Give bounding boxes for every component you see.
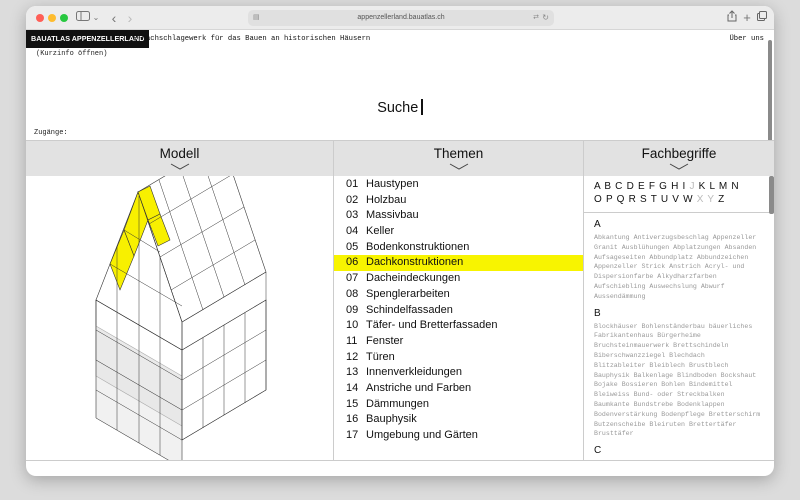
theme-item[interactable]: [334, 255, 583, 271]
glossary-term-line[interactable]: Fabrikantenhaus Bürgerheime: [594, 332, 701, 340]
site-header: [26, 30, 774, 48]
address-bar[interactable]: [248, 10, 554, 26]
theme-item[interactable]: [334, 318, 583, 334]
theme-label: Bodenkonstruktionen: [366, 240, 470, 253]
alphabet-letter[interactable]: L: [709, 181, 716, 192]
theme-item[interactable]: [334, 428, 583, 444]
glossary-term-line[interactable]: Abkantung Antiverzugsbeschlag Appenzeller: [594, 234, 757, 241]
alphabet-letter[interactable]: W: [683, 194, 694, 205]
glossary-list: [584, 219, 774, 456]
alphabet-letter[interactable]: U: [660, 194, 669, 205]
theme-item[interactable]: [334, 240, 583, 256]
about-link[interactable]: Über uns: [729, 35, 764, 43]
theme-label: Dämmungen: [366, 397, 429, 410]
glossary-letter-heading: C: [594, 445, 602, 457]
theme-item[interactable]: [334, 381, 583, 397]
theme-number: 10: [346, 319, 359, 332]
theme-label: Dachkonstruktionen: [366, 256, 464, 269]
glossary-term-line[interactable]: Bauphysik Balkenlage Blindboden Bockshaut: [594, 371, 757, 379]
theme-item[interactable]: [334, 334, 583, 350]
theme-number: 01: [346, 178, 359, 190]
url-text: appenzellerland.bauatlas.ch: [357, 14, 445, 21]
alphabet-letter[interactable]: B: [604, 181, 612, 192]
chevron-down-icon: [170, 163, 190, 170]
alphabet-letter[interactable]: Q: [616, 194, 626, 205]
page-scrollbar[interactable]: [768, 40, 772, 152]
theme-number: 13: [346, 366, 359, 379]
forward-button[interactable]: ›: [127, 10, 133, 26]
glossary-letter-heading: A: [594, 219, 601, 230]
reload-icon[interactable]: ↻: [542, 13, 549, 22]
theme-label: Keller: [366, 225, 395, 238]
theme-label: Massivbau: [366, 209, 419, 222]
theme-item[interactable]: [334, 271, 583, 287]
glossary-term-line[interactable]: Bleiweiss Bund- oder Streckbalken: [594, 391, 725, 399]
theme-item[interactable]: [334, 412, 583, 428]
glossary-term-line[interactable]: Appenzeller Strick Anstrich Acryl- und: [594, 263, 745, 271]
theme-number: 17: [346, 429, 359, 441]
zugaenge-label: Zugänge:: [34, 129, 68, 137]
theme-number: 03: [346, 209, 359, 222]
alphabet-letter[interactable]: F: [648, 181, 656, 192]
glossary-letter-heading: B: [594, 307, 601, 319]
alphabet-letter[interactable]: R: [628, 194, 637, 205]
search-label: Suche: [377, 100, 419, 116]
back-button[interactable]: ‹: [111, 10, 117, 26]
close-window-button[interactable]: [36, 14, 44, 22]
chevron-down-icon[interactable]: ⌄: [92, 13, 100, 22]
glossary-term-line[interactable]: Aufsageseiten Abbundplatz Abbundzeichen: [594, 253, 749, 261]
share-icon[interactable]: [726, 10, 738, 26]
alphabet-letter: X: [696, 194, 705, 205]
alphabet-letter[interactable]: Z: [718, 194, 725, 205]
alphabet-letter[interactable]: S: [640, 194, 648, 205]
translate-icon[interactable]: ⇄: [533, 14, 539, 21]
modell-title: Modell: [159, 146, 200, 161]
sidebar-icon[interactable]: [72, 10, 94, 26]
site-logo[interactable]: BAUATLAS APPENZELLERLAND: [26, 30, 149, 48]
theme-item[interactable]: [334, 397, 583, 413]
glossary-term-line[interactable]: Dispersionfarbe Alkydharzfarben: [594, 273, 717, 281]
alphabet-letter[interactable]: E: [637, 181, 646, 192]
glossary-term-line[interactable]: Baumkante Bundstrebe Bodenklappen: [594, 400, 725, 408]
divider: [26, 460, 774, 461]
theme-number: 02: [346, 193, 359, 206]
theme-number: 11: [346, 334, 358, 347]
alphabet-row: [594, 193, 774, 206]
search-field[interactable]: [26, 99, 774, 116]
alphabet-letter[interactable]: N: [731, 181, 740, 192]
theme-item[interactable]: [334, 350, 583, 366]
theme-item[interactable]: [334, 287, 583, 303]
alphabet-row: [594, 180, 774, 193]
theme-list: [334, 176, 583, 444]
glossary-terms[interactable]: [584, 230, 774, 302]
modell-column: [26, 140, 334, 460]
glossary-term-line[interactable]: Biberschwanzziegel Blechdach: [594, 351, 705, 359]
glossary-term-line[interactable]: Bojake Bossieren Bohlen Bindemittel: [594, 381, 733, 389]
theme-item[interactable]: [334, 193, 583, 209]
glossary-term-line[interactable]: Bodenverstärkung Bodenpflege Bretterschirm: [594, 410, 761, 418]
theme-number: 12: [346, 350, 359, 363]
divider: [584, 212, 774, 213]
theme-label: Bauphysik: [366, 413, 417, 426]
theme-item[interactable]: [334, 177, 583, 193]
fachbegriffe-column: [584, 140, 774, 460]
theme-item[interactable]: [334, 303, 583, 319]
fachbegriffe-header[interactable]: [584, 140, 774, 176]
alphabet-letter[interactable]: T: [650, 194, 658, 205]
zoom-window-button[interactable]: [60, 14, 68, 22]
theme-label: Täfer- und Bretterfassaden: [366, 319, 498, 332]
theme-number: 14: [346, 381, 359, 394]
alphabet-index: [584, 176, 774, 206]
theme-item[interactable]: [334, 224, 583, 240]
theme-label: Dacheindeckungen: [366, 272, 461, 285]
fachbegriffe-title: Fachbegriffe: [641, 146, 717, 161]
fachbegriffe-scrollbar[interactable]: [769, 176, 774, 214]
new-tab-icon[interactable]: +: [743, 10, 751, 25]
theme-label: Haustypen: [366, 178, 419, 190]
glossary-term-line[interactable]: Butzenscheibe Bleiruten Brettertäfer: [594, 420, 737, 428]
theme-number: 15: [346, 397, 359, 410]
theme-number: 07: [346, 272, 359, 285]
theme-number: 09: [346, 303, 359, 316]
glossary-term-line[interactable]: Blitzableiter Bleiblech Brustblech: [594, 361, 729, 369]
browser-toolbar: [26, 6, 774, 30]
minimize-window-button[interactable]: [48, 14, 56, 22]
glossary-terms[interactable]: [584, 319, 774, 440]
glossary-term-line[interactable]: Granit Ausblühungen Abplatzungen Absanden: [594, 243, 757, 251]
alphabet-letter[interactable]: A: [594, 181, 601, 192]
alphabet-letter[interactable]: K: [698, 181, 707, 192]
theme-number: 05: [346, 240, 359, 253]
theme-number: 04: [346, 225, 359, 238]
alphabet-letter[interactable]: V: [672, 194, 680, 205]
alphabet-letter[interactable]: M: [718, 181, 728, 192]
theme-label: Fenster: [366, 334, 404, 347]
themen-header[interactable]: [334, 140, 583, 176]
alphabet-letter[interactable]: I: [682, 181, 686, 192]
alphabet-letter[interactable]: G: [659, 181, 668, 192]
theme-label: Anstriche und Farben: [366, 381, 472, 394]
theme-number: 16: [346, 413, 359, 426]
kurzinfo-link[interactable]: (Kurzinfo öffnen): [36, 50, 108, 58]
glossary-term-line[interactable]: Blockhäuser Bohlenständerbau bäuerliches: [594, 322, 753, 330]
tabs-icon[interactable]: [756, 10, 768, 26]
theme-label: Umgebung und Gärten: [366, 429, 478, 441]
text-cursor: [421, 99, 423, 115]
theme-label: Innenverkleidungen: [366, 366, 463, 379]
alphabet-letter[interactable]: P: [605, 194, 614, 205]
chevron-down-icon: [449, 163, 469, 170]
theme-label: Türen: [366, 350, 395, 363]
modell-header[interactable]: [26, 140, 333, 176]
glossary-term-line[interactable]: Aussendämmung: [594, 292, 646, 300]
themen-column: [334, 140, 584, 460]
alphabet-letter[interactable]: D: [626, 181, 635, 192]
theme-number: 06: [346, 256, 359, 269]
theme-label: Spenglerarbeiten: [366, 287, 450, 300]
house-model[interactable]: [26, 176, 334, 460]
theme-item[interactable]: [334, 208, 583, 224]
glossary-term-line[interactable]: Bruchsteinmauerwerk Brettschindeln: [594, 342, 729, 350]
chevron-down-icon: [669, 163, 689, 170]
alphabet-letter[interactable]: C: [615, 181, 624, 192]
site-tagline: E-Nachschlagewerk für das Bauen an historischen Häusern: [133, 35, 371, 43]
theme-label: Schindelfassaden: [366, 303, 453, 316]
glossary-term-line[interactable]: Aufschiebling Auswechslung Abwurf: [594, 282, 725, 290]
browser-window: [26, 6, 774, 476]
page-icon: ▤: [253, 14, 260, 21]
alphabet-letter: Y: [707, 194, 715, 205]
alphabet-letter: J: [689, 181, 696, 192]
theme-label: Holzbau: [366, 193, 407, 206]
glossary-term-line[interactable]: Brusttäfer: [594, 430, 634, 438]
alphabet-letter[interactable]: O: [594, 194, 603, 205]
theme-item[interactable]: [334, 365, 583, 381]
theme-number: 08: [346, 287, 359, 300]
alphabet-letter[interactable]: H: [671, 181, 680, 192]
themen-title: Themen: [433, 146, 484, 161]
